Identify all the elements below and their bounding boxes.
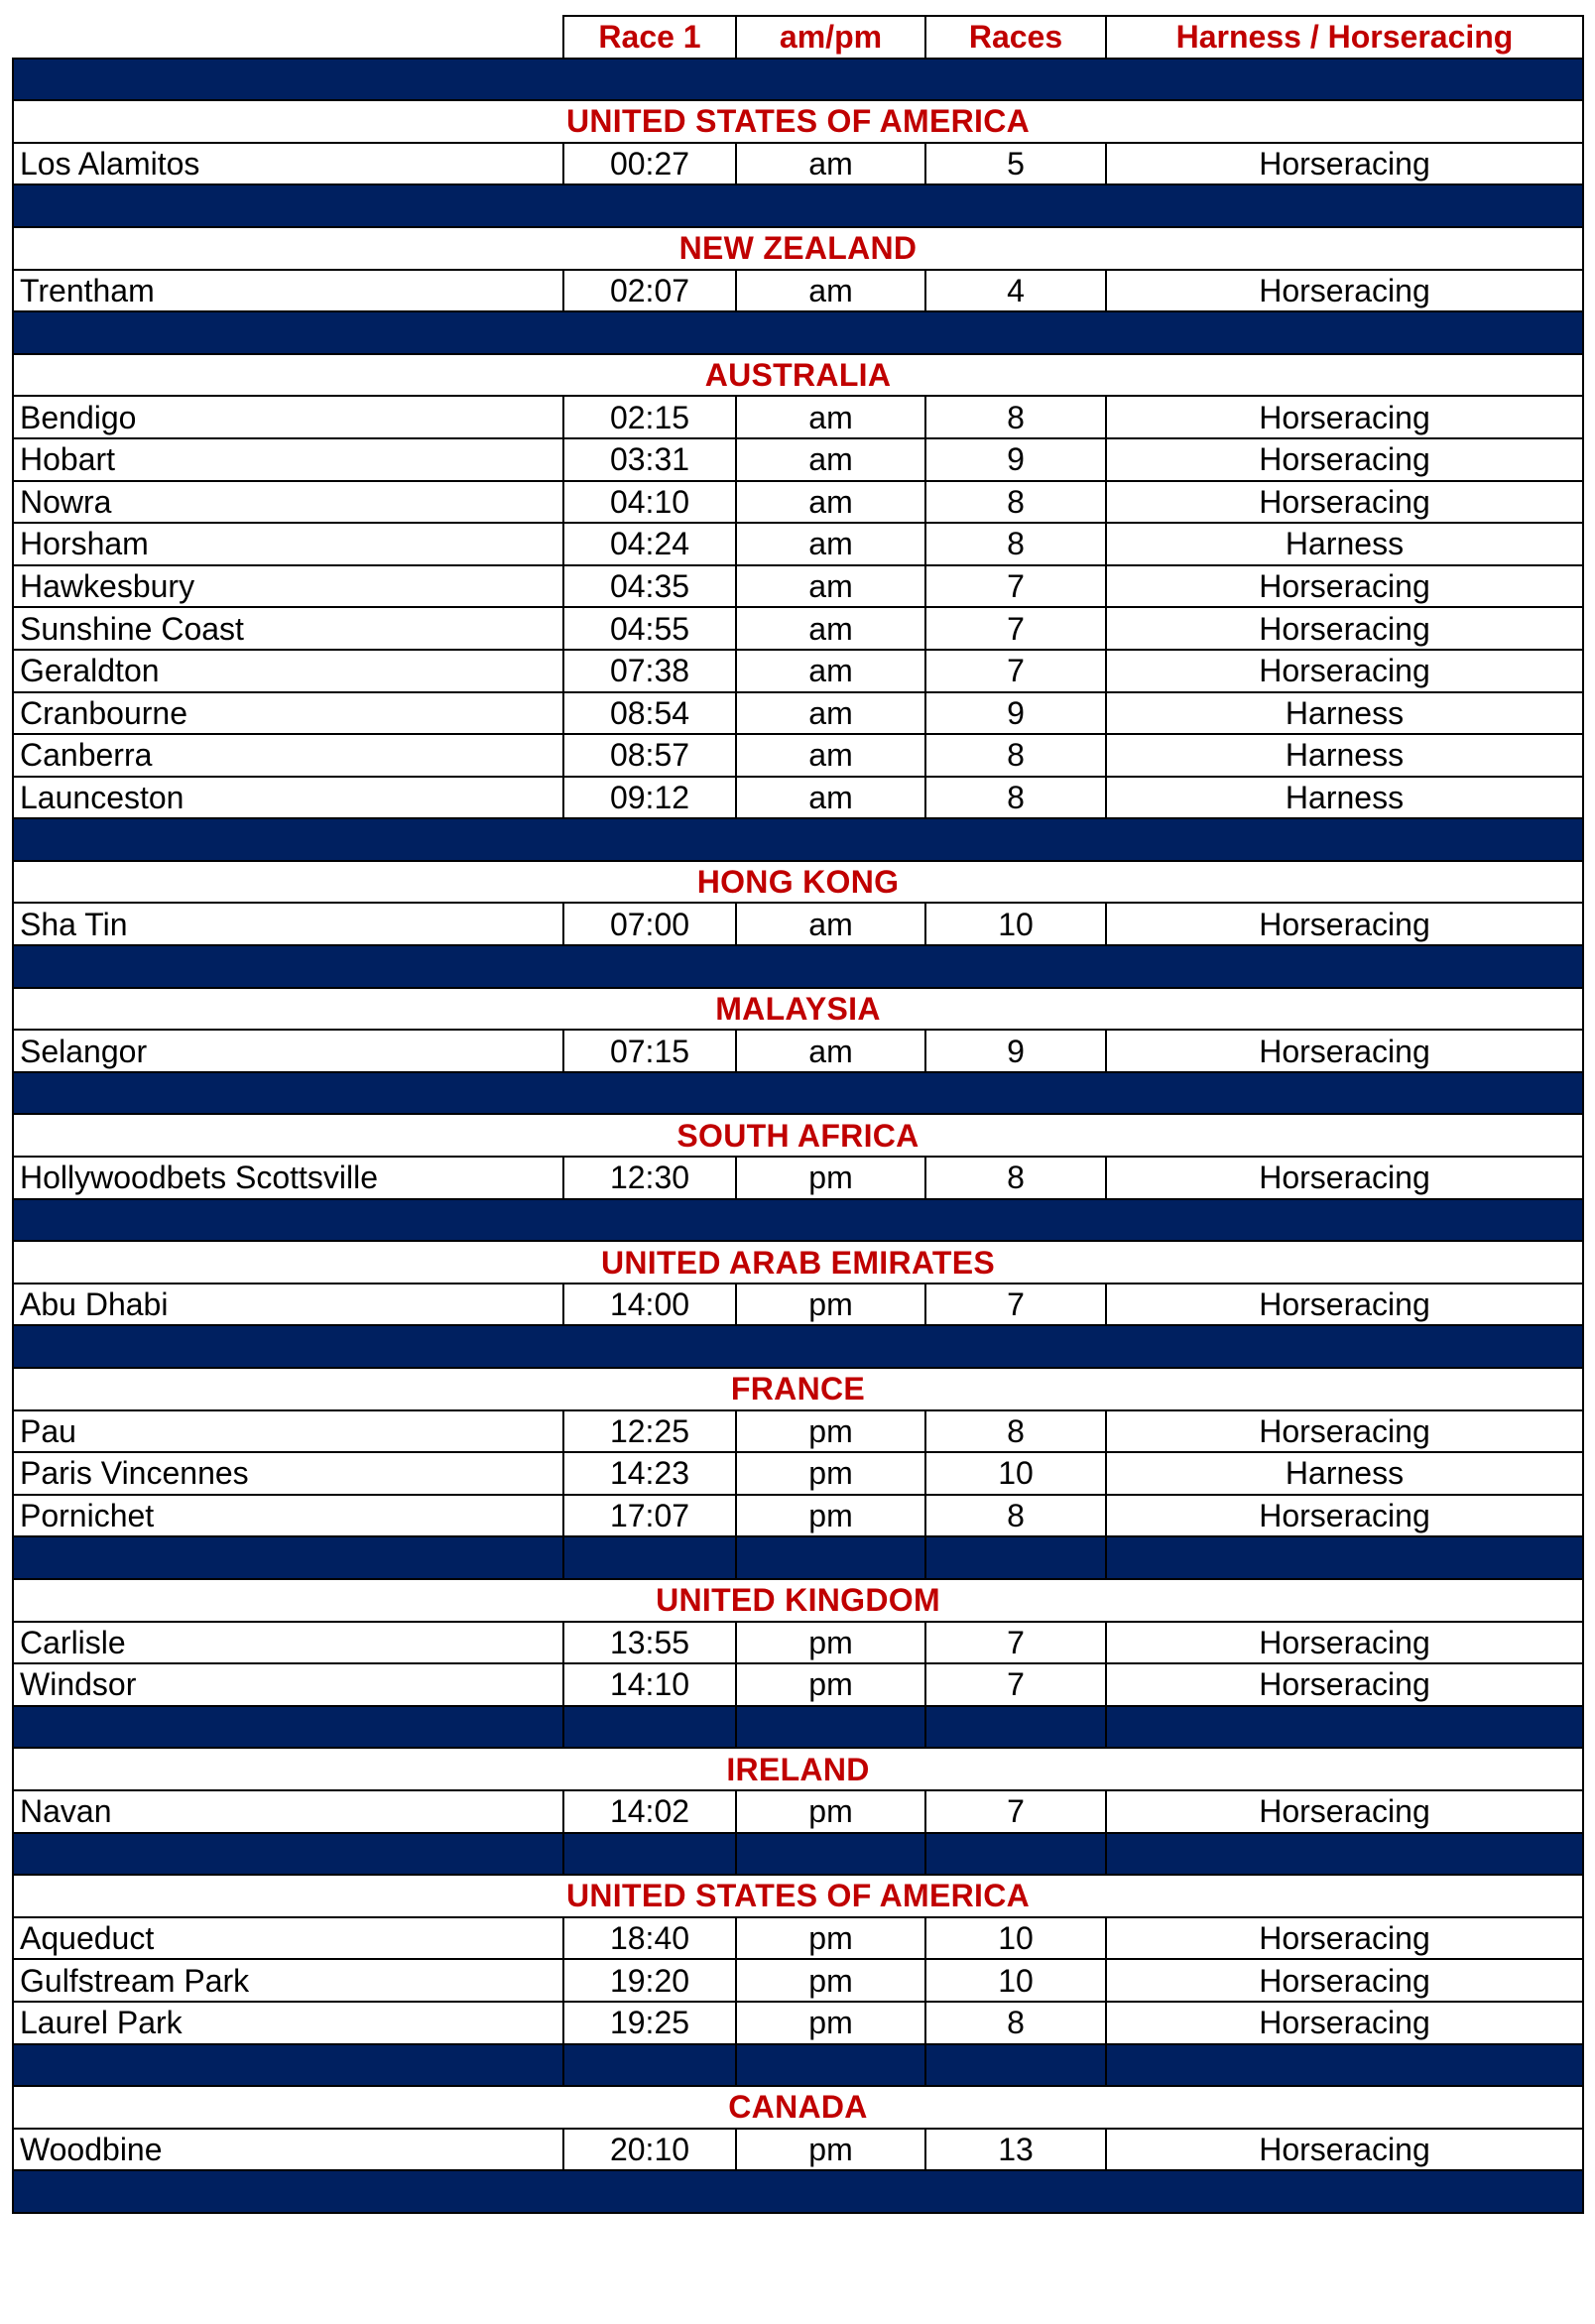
meeting-row [13, 1452, 1583, 1495]
meeting-type: Horseracing [1106, 2002, 1583, 2044]
header-race1: Race 1 [563, 16, 736, 59]
band-cell [13, 311, 1583, 354]
meeting-row [13, 1959, 1583, 2002]
first-race-time: 09:12 [563, 777, 736, 819]
meeting-row [13, 143, 1583, 185]
race-count: 8 [925, 1495, 1106, 1537]
meeting-type: Horseracing [1106, 1959, 1583, 2002]
first-race-time: 18:40 [563, 1917, 736, 1960]
race-count: 9 [925, 1030, 1106, 1072]
meeting-type: Horseracing [1106, 650, 1583, 692]
race-count: 8 [925, 1157, 1106, 1199]
venue-name: Laurel Park [13, 2002, 563, 2044]
first-race-time: 14:23 [563, 1452, 736, 1495]
am-pm-value: am [736, 1030, 925, 1072]
am-pm-value: am [736, 650, 925, 692]
band-cell [13, 1833, 563, 1876]
meeting-type: Horseracing [1106, 1790, 1583, 1833]
meeting-type: Horseracing [1106, 270, 1583, 312]
country-heading-row [13, 1114, 1583, 1157]
band-cell [925, 1833, 1106, 1876]
venue-name: Sha Tin [13, 903, 563, 945]
band-cell [925, 2044, 1106, 2087]
country-heading: AUSTRALIA [13, 354, 1583, 397]
first-race-time: 14:00 [563, 1284, 736, 1326]
meeting-row [13, 734, 1583, 777]
band-cell [13, 945, 1583, 988]
first-race-time: 03:31 [563, 438, 736, 481]
band-cell [563, 2044, 736, 2087]
band-cell [563, 1833, 736, 1876]
meeting-row [13, 481, 1583, 524]
meeting-type: Horseracing [1106, 1157, 1583, 1199]
section-separator-band [13, 1706, 1583, 1749]
meeting-type: Horseracing [1106, 396, 1583, 438]
race-count: 10 [925, 1452, 1106, 1495]
venue-name: Los Alamitos [13, 143, 563, 185]
band-cell [925, 1536, 1106, 1579]
meeting-row [13, 1495, 1583, 1537]
country-heading-row [13, 1875, 1583, 1917]
am-pm-value: am [736, 692, 925, 735]
country-heading-row [13, 988, 1583, 1031]
country-heading: IRELAND [13, 1748, 1583, 1790]
race-count: 13 [925, 2129, 1106, 2171]
am-pm-value: am [736, 438, 925, 481]
meeting-type: Horseracing [1106, 1917, 1583, 1960]
meeting-row [13, 903, 1583, 945]
venue-name: Gulfstream Park [13, 1959, 563, 2002]
band-cell [13, 1072, 1583, 1115]
am-pm-value: pm [736, 2129, 925, 2171]
country-heading: MALAYSIA [13, 988, 1583, 1031]
section-separator-band [13, 1536, 1583, 1579]
venue-name: Abu Dhabi [13, 1284, 563, 1326]
first-race-time: 07:38 [563, 650, 736, 692]
meeting-type: Horseracing [1106, 481, 1583, 524]
meeting-row [13, 438, 1583, 481]
first-race-time: 07:15 [563, 1030, 736, 1072]
venue-name: Trentham [13, 270, 563, 312]
country-heading: SOUTH AFRICA [13, 1114, 1583, 1157]
section-separator-band [13, 945, 1583, 988]
section-separator-band [13, 1072, 1583, 1115]
band-cell [13, 59, 1583, 101]
band-cell [1106, 1833, 1583, 1876]
band-cell [13, 2170, 1583, 2213]
am-pm-value: am [736, 903, 925, 945]
am-pm-value: pm [736, 1284, 925, 1326]
meeting-row [13, 565, 1583, 608]
meeting-type: Harness [1106, 777, 1583, 819]
country-heading: HONG KONG [13, 861, 1583, 904]
first-race-time: 04:55 [563, 607, 736, 650]
meeting-row [13, 1790, 1583, 1833]
meeting-type: Harness [1106, 1452, 1583, 1495]
section-separator-band [13, 184, 1583, 227]
first-race-time: 19:20 [563, 1959, 736, 2002]
race-count: 7 [925, 1663, 1106, 1706]
section-separator-band [13, 311, 1583, 354]
country-heading: UNITED STATES OF AMERICA [13, 100, 1583, 143]
country-heading: FRANCE [13, 1368, 1583, 1410]
meeting-row [13, 1410, 1583, 1453]
section-separator-band [13, 59, 1583, 101]
country-heading-row [13, 1748, 1583, 1790]
section-separator-band [13, 1833, 1583, 1876]
race-count: 4 [925, 270, 1106, 312]
am-pm-value: am [736, 734, 925, 777]
band-cell [13, 184, 1583, 227]
race-count: 10 [925, 1959, 1106, 2002]
band-cell [1106, 1536, 1583, 1579]
meeting-row [13, 523, 1583, 565]
am-pm-value: pm [736, 1790, 925, 1833]
section-separator-band [13, 818, 1583, 861]
venue-name: Carlisle [13, 1622, 563, 1664]
band-cell [563, 1706, 736, 1749]
am-pm-value: am [736, 565, 925, 608]
am-pm-value: pm [736, 1663, 925, 1706]
race-count: 8 [925, 734, 1106, 777]
race-count: 7 [925, 607, 1106, 650]
race-count: 8 [925, 2002, 1106, 2044]
venue-name: Windsor [13, 1663, 563, 1706]
section-separator-band [13, 1199, 1583, 1242]
meeting-type: Horseracing [1106, 1410, 1583, 1453]
venue-name: Aqueduct [13, 1917, 563, 1960]
country-heading-row [13, 227, 1583, 270]
country-heading-row [13, 1579, 1583, 1622]
am-pm-value: pm [736, 1157, 925, 1199]
meeting-row [13, 692, 1583, 735]
first-race-time: 08:57 [563, 734, 736, 777]
venue-name: Hollywoodbets Scottsville [13, 1157, 563, 1199]
venue-name: Bendigo [13, 396, 563, 438]
meeting-type: Horseracing [1106, 903, 1583, 945]
header-venue-cell [13, 16, 563, 59]
venue-name: Selangor [13, 1030, 563, 1072]
venue-name: Sunshine Coast [13, 607, 563, 650]
country-heading-row [13, 2086, 1583, 2129]
meeting-row [13, 607, 1583, 650]
race-count: 7 [925, 1284, 1106, 1326]
venue-name: Geraldton [13, 650, 563, 692]
venue-name: Paris Vincennes [13, 1452, 563, 1495]
am-pm-value: am [736, 396, 925, 438]
band-cell [1106, 1706, 1583, 1749]
first-race-time: 02:07 [563, 270, 736, 312]
band-cell [13, 818, 1583, 861]
meeting-type: Horseracing [1106, 1495, 1583, 1537]
meeting-row [13, 1284, 1583, 1326]
am-pm-value: am [736, 270, 925, 312]
race-count: 8 [925, 481, 1106, 524]
first-race-time: 14:10 [563, 1663, 736, 1706]
am-pm-value: pm [736, 1495, 925, 1537]
first-race-time: 19:25 [563, 2002, 736, 2044]
header-ampm: am/pm [736, 16, 925, 59]
first-race-time: 04:24 [563, 523, 736, 565]
band-cell [13, 2044, 563, 2087]
band-cell [13, 1325, 1583, 1368]
venue-name: Navan [13, 1790, 563, 1833]
header-type: Harness / Horseracing [1106, 16, 1583, 59]
am-pm-value: pm [736, 1410, 925, 1453]
am-pm-value: am [736, 143, 925, 185]
section-separator-band [13, 2044, 1583, 2087]
section-separator-band [13, 1325, 1583, 1368]
band-cell [13, 1706, 563, 1749]
race-count: 7 [925, 1790, 1106, 1833]
meeting-type: Horseracing [1106, 438, 1583, 481]
header-races: Races [925, 16, 1106, 59]
meeting-row [13, 1622, 1583, 1664]
meeting-type: Horseracing [1106, 2129, 1583, 2171]
venue-name: Pornichet [13, 1495, 563, 1537]
meeting-row [13, 1030, 1583, 1072]
country-heading: NEW ZEALAND [13, 227, 1583, 270]
race-count: 7 [925, 565, 1106, 608]
race-count: 8 [925, 1410, 1106, 1453]
race-count: 8 [925, 396, 1106, 438]
am-pm-value: pm [736, 1917, 925, 1960]
first-race-time: 12:30 [563, 1157, 736, 1199]
meeting-row [13, 777, 1583, 819]
race-count: 5 [925, 143, 1106, 185]
meeting-type: Horseracing [1106, 143, 1583, 185]
country-heading-row [13, 100, 1583, 143]
am-pm-value: am [736, 777, 925, 819]
race-count: 7 [925, 650, 1106, 692]
country-heading-row [13, 354, 1583, 397]
country-heading: CANADA [13, 2086, 1583, 2129]
country-heading-row [13, 861, 1583, 904]
am-pm-value: pm [736, 1452, 925, 1495]
meeting-row [13, 270, 1583, 312]
meeting-row [13, 2129, 1583, 2171]
band-cell [13, 1536, 563, 1579]
band-cell [1106, 2044, 1583, 2087]
first-race-time: 20:10 [563, 2129, 736, 2171]
venue-name: Canberra [13, 734, 563, 777]
am-pm-value: pm [736, 1622, 925, 1664]
am-pm-value: am [736, 523, 925, 565]
first-race-time: 02:15 [563, 396, 736, 438]
header-row [13, 16, 1583, 59]
first-race-time: 13:55 [563, 1622, 736, 1664]
band-cell [925, 1706, 1106, 1749]
venue-name: Horsham [13, 523, 563, 565]
race-count: 10 [925, 1917, 1106, 1960]
race-count: 10 [925, 903, 1106, 945]
first-race-time: 00:27 [563, 143, 736, 185]
venue-name: Hobart [13, 438, 563, 481]
country-heading: UNITED STATES OF AMERICA [13, 1875, 1583, 1917]
meeting-row [13, 2002, 1583, 2044]
first-race-time: 12:25 [563, 1410, 736, 1453]
first-race-time: 04:35 [563, 565, 736, 608]
first-race-time: 04:10 [563, 481, 736, 524]
country-heading-row [13, 1368, 1583, 1410]
first-race-time: 08:54 [563, 692, 736, 735]
meeting-row [13, 396, 1583, 438]
band-cell [736, 1706, 925, 1749]
first-race-time: 17:07 [563, 1495, 736, 1537]
race-count: 8 [925, 777, 1106, 819]
band-cell [736, 1833, 925, 1876]
band-cell [736, 1536, 925, 1579]
venue-name: Cranbourne [13, 692, 563, 735]
venue-name: Woodbine [13, 2129, 563, 2171]
band-cell [13, 1199, 1583, 1242]
meeting-row [13, 650, 1583, 692]
venue-name: Nowra [13, 481, 563, 524]
meeting-row [13, 1917, 1583, 1960]
section-separator-band [13, 2170, 1583, 2213]
band-cell [563, 1536, 736, 1579]
band-cell [736, 2044, 925, 2087]
race-count: 9 [925, 692, 1106, 735]
race-count: 8 [925, 523, 1106, 565]
venue-name: Launceston [13, 777, 563, 819]
country-heading: UNITED KINGDOM [13, 1579, 1583, 1622]
race-count: 9 [925, 438, 1106, 481]
am-pm-value: pm [736, 2002, 925, 2044]
first-race-time: 14:02 [563, 1790, 736, 1833]
meeting-type: Horseracing [1106, 1622, 1583, 1664]
meeting-type: Horseracing [1106, 1663, 1583, 1706]
meeting-type: Horseracing [1106, 565, 1583, 608]
race-count: 7 [925, 1622, 1106, 1664]
am-pm-value: pm [736, 1959, 925, 2002]
meeting-type: Horseracing [1106, 607, 1583, 650]
race-schedule-table [12, 15, 1584, 2214]
meeting-type: Horseracing [1106, 1030, 1583, 1072]
meeting-row [13, 1663, 1583, 1706]
venue-name: Hawkesbury [13, 565, 563, 608]
venue-name: Pau [13, 1410, 563, 1453]
am-pm-value: am [736, 607, 925, 650]
meeting-type: Horseracing [1106, 1284, 1583, 1326]
meeting-type: Harness [1106, 692, 1583, 735]
country-heading: UNITED ARAB EMIRATES [13, 1241, 1583, 1284]
meeting-type: Harness [1106, 523, 1583, 565]
meeting-row [13, 1157, 1583, 1199]
meeting-type: Harness [1106, 734, 1583, 777]
first-race-time: 07:00 [563, 903, 736, 945]
am-pm-value: am [736, 481, 925, 524]
country-heading-row [13, 1241, 1583, 1284]
